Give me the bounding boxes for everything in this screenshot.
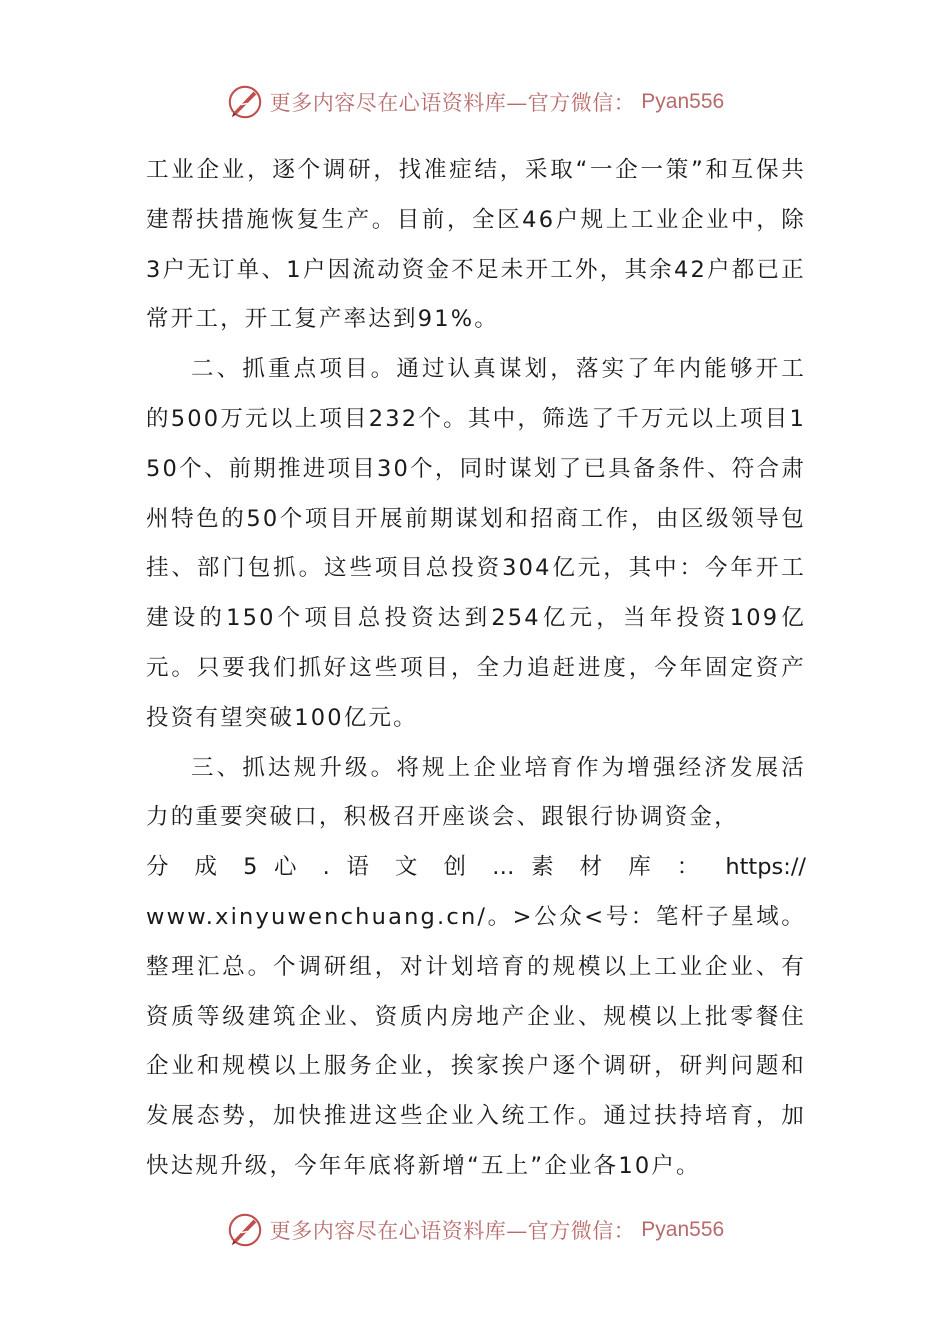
header-wechat-id: Pyan556 bbox=[641, 90, 725, 113]
document-body bbox=[146, 146, 806, 1192]
pen-logo-icon bbox=[226, 83, 264, 121]
footer-wechat-id: Pyan556 bbox=[641, 1218, 725, 1241]
pen-logo-icon bbox=[226, 1211, 264, 1249]
footer-banner-text: 更多内容尽在心语资料库—官方微信： bbox=[269, 1219, 636, 1243]
header-banner bbox=[0, 82, 950, 122]
paragraph-1: 工业企业，逐个调研，找准症结，采取“一企一策”和互保共建帮扶措施恢复生产。目前，全区46户规上工业企业中，除3户无订单、1户因流动资金不足未开工外，其余42户都已正常开工，开工复产率达到91%。 bbox=[146, 157, 806, 333]
footer-banner bbox=[0, 1210, 950, 1250]
header-banner-text: 更多内容尽在心语资料库—官方微信： bbox=[269, 91, 636, 115]
paragraph-3: 三、抓达规升级。将规上企业培育作为增强经济发展活力的重要突破口，积极召开座谈会、跟银行协调资金， bbox=[146, 754, 806, 831]
paragraph-3-watermark-line: 分 成 5 心 . 语 文 创 … 素 材 库 ： https:// bbox=[146, 854, 806, 881]
paragraph-3-continued: www.xinyuwenchuang.cn/。>公众<号：笔杆子星域。整理汇总。个调研组，对计划培育的规模以上工业企业、有资质等级建筑企业、资质内房地产企业、规模以上批零餐住企业和规模以上服务企业，挨家挨户逐个调研，研判问题和发展态势，加快推进这些企业入统工作。通过扶持培育，加快达规升级，今年年底将新增“五上”企业各10户。 bbox=[146, 903, 806, 1179]
paragraph-2: 二、抓重点项目。通过认真谋划，落实了年内能够开工的500万元以上项目232个。其中，筛选了千万元以上项目150个、前期推进项目30个，同时谋划了已具备条件、符合肃州特色的50个项目开展前期谋划和招商工作，由区级领导包挂、部门包抓。这些项目总投资304亿元，其中：今年开工建设的150个项目总投资达到254亿元，当年投资109亿元。只要我们抓好这些项目，全力追赶进度，今年固定资产投资有望突破100亿元。 bbox=[146, 356, 806, 731]
